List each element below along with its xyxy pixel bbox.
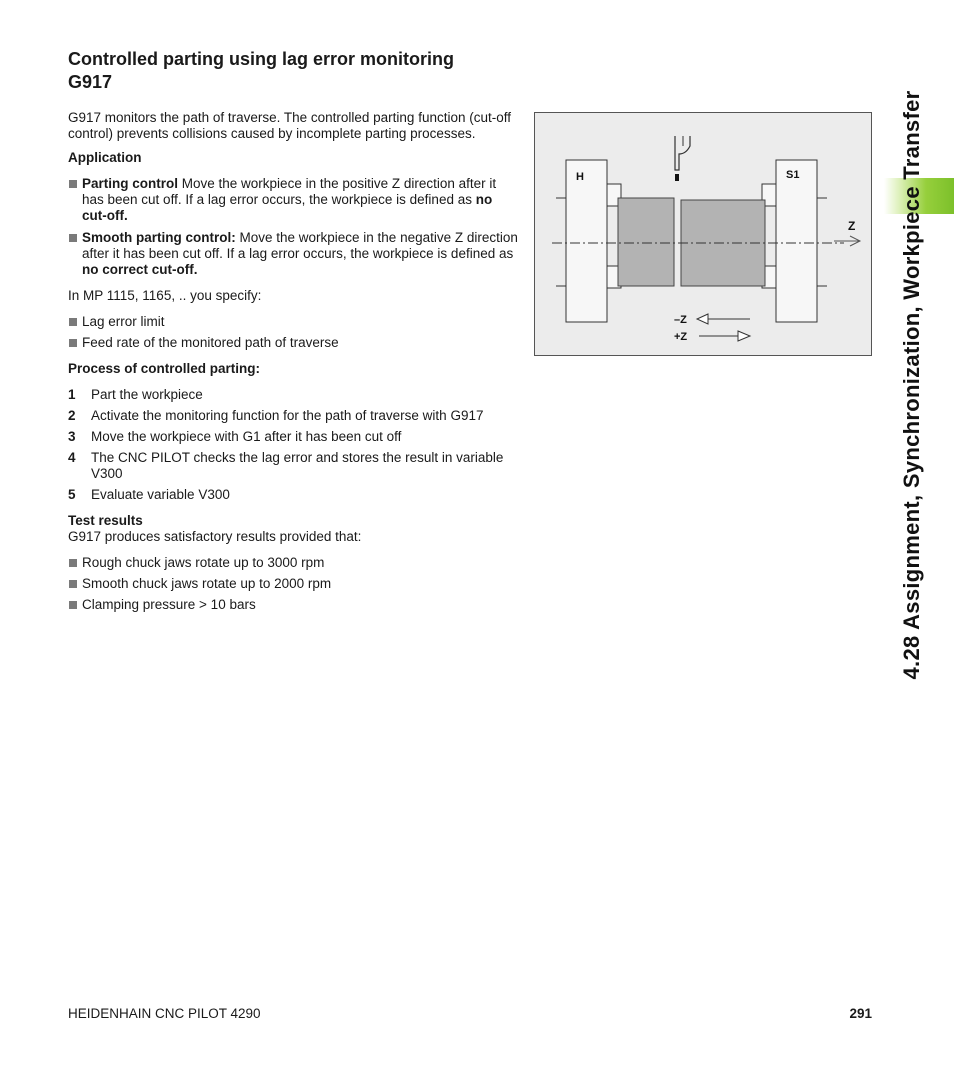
- label-z: Z: [848, 219, 856, 233]
- process-step: [68, 408, 518, 424]
- application-item-label: Smooth parting control:: [82, 230, 236, 245]
- page-number: 291: [849, 1006, 872, 1021]
- step-text: Activate the monitoring function for the path of traverse with G917: [91, 408, 484, 423]
- mp-intro: In MP 1115, 1165, .. you specify:: [68, 288, 262, 303]
- parting-diagram-svg: [534, 112, 872, 356]
- section-title-line2: G917: [68, 72, 113, 92]
- label-minus-z: –Z: [674, 314, 687, 326]
- workpiece-left: [618, 198, 674, 286]
- test-result-item: Clamping pressure > 10 bars: [68, 597, 518, 613]
- process-step: [68, 387, 518, 403]
- step-number: 4: [68, 450, 76, 465]
- application-item-smooth: [68, 230, 518, 278]
- mp-item: Lag error limit: [68, 314, 518, 330]
- application-item-label: Parting control: [82, 176, 179, 191]
- counter-spindle-s1: [776, 160, 817, 322]
- step-text: Evaluate variable V300: [91, 487, 230, 502]
- parting-diagram: [534, 112, 872, 356]
- step-number: 1: [68, 387, 76, 402]
- footer-product: HEIDENHAIN CNC PILOT 4290: [68, 1006, 261, 1021]
- mp-item: Feed rate of the monitored path of traverse: [68, 335, 518, 351]
- application-item-text: Move the workpiece in the negative Z direction after it has been cut off. If a lag error occurs, the workpiece is defined as: [82, 230, 518, 261]
- step-number: 2: [68, 408, 76, 423]
- application-item-text: Move the workpiece in the positive Z direction after it has been cut off. If a lag error occurs, the workpiece is defined as: [82, 176, 497, 207]
- parting-tool-tip: [675, 174, 679, 181]
- test-result-item: Rough chuck jaws rotate up to 3000 rpm: [68, 555, 518, 571]
- step-number: 3: [68, 429, 76, 444]
- step-text: Move the workpiece with G1 after it has been cut off: [91, 429, 402, 444]
- application-item-emphasis: no correct cut-off.: [82, 262, 198, 277]
- chapter-title-text: 4.28 Assignment, Synchronization, Workpiece Transfer: [899, 90, 924, 680]
- test-result-item: Smooth chuck jaws rotate up to 2000 rpm: [68, 576, 518, 592]
- section-heading: [68, 48, 508, 94]
- process-step: [68, 429, 518, 445]
- step-number: 5: [68, 487, 76, 502]
- body-text: [68, 110, 518, 613]
- main-spindle-h: [566, 160, 607, 322]
- application-item-emphasis: no cut-off.: [82, 192, 493, 223]
- step-text: Part the workpiece: [91, 387, 203, 402]
- section-title-line1: Controlled parting using lag error monitoring: [68, 49, 454, 69]
- test-results-heading: Test results: [68, 513, 143, 528]
- application-heading: Application: [68, 150, 142, 165]
- process-steps: [68, 387, 518, 503]
- label-plus-z: +Z: [674, 331, 688, 343]
- label-h: H: [576, 171, 584, 183]
- process-heading: Process of controlled parting:: [68, 361, 261, 376]
- application-item-parting: [68, 176, 518, 224]
- label-s1: S1: [786, 169, 800, 181]
- process-step: [68, 450, 518, 482]
- process-step: [68, 487, 518, 503]
- test-results-intro: G917 produces satisfactory results provided that:: [68, 529, 362, 544]
- step-text: The CNC PILOT checks the lag error and stores the result in variable V300: [91, 450, 504, 481]
- intro-paragraph: G917 monitors the path of traverse. The controlled parting function (cut-off control) prevents collisions caused by incomplete parting processes.: [68, 110, 511, 141]
